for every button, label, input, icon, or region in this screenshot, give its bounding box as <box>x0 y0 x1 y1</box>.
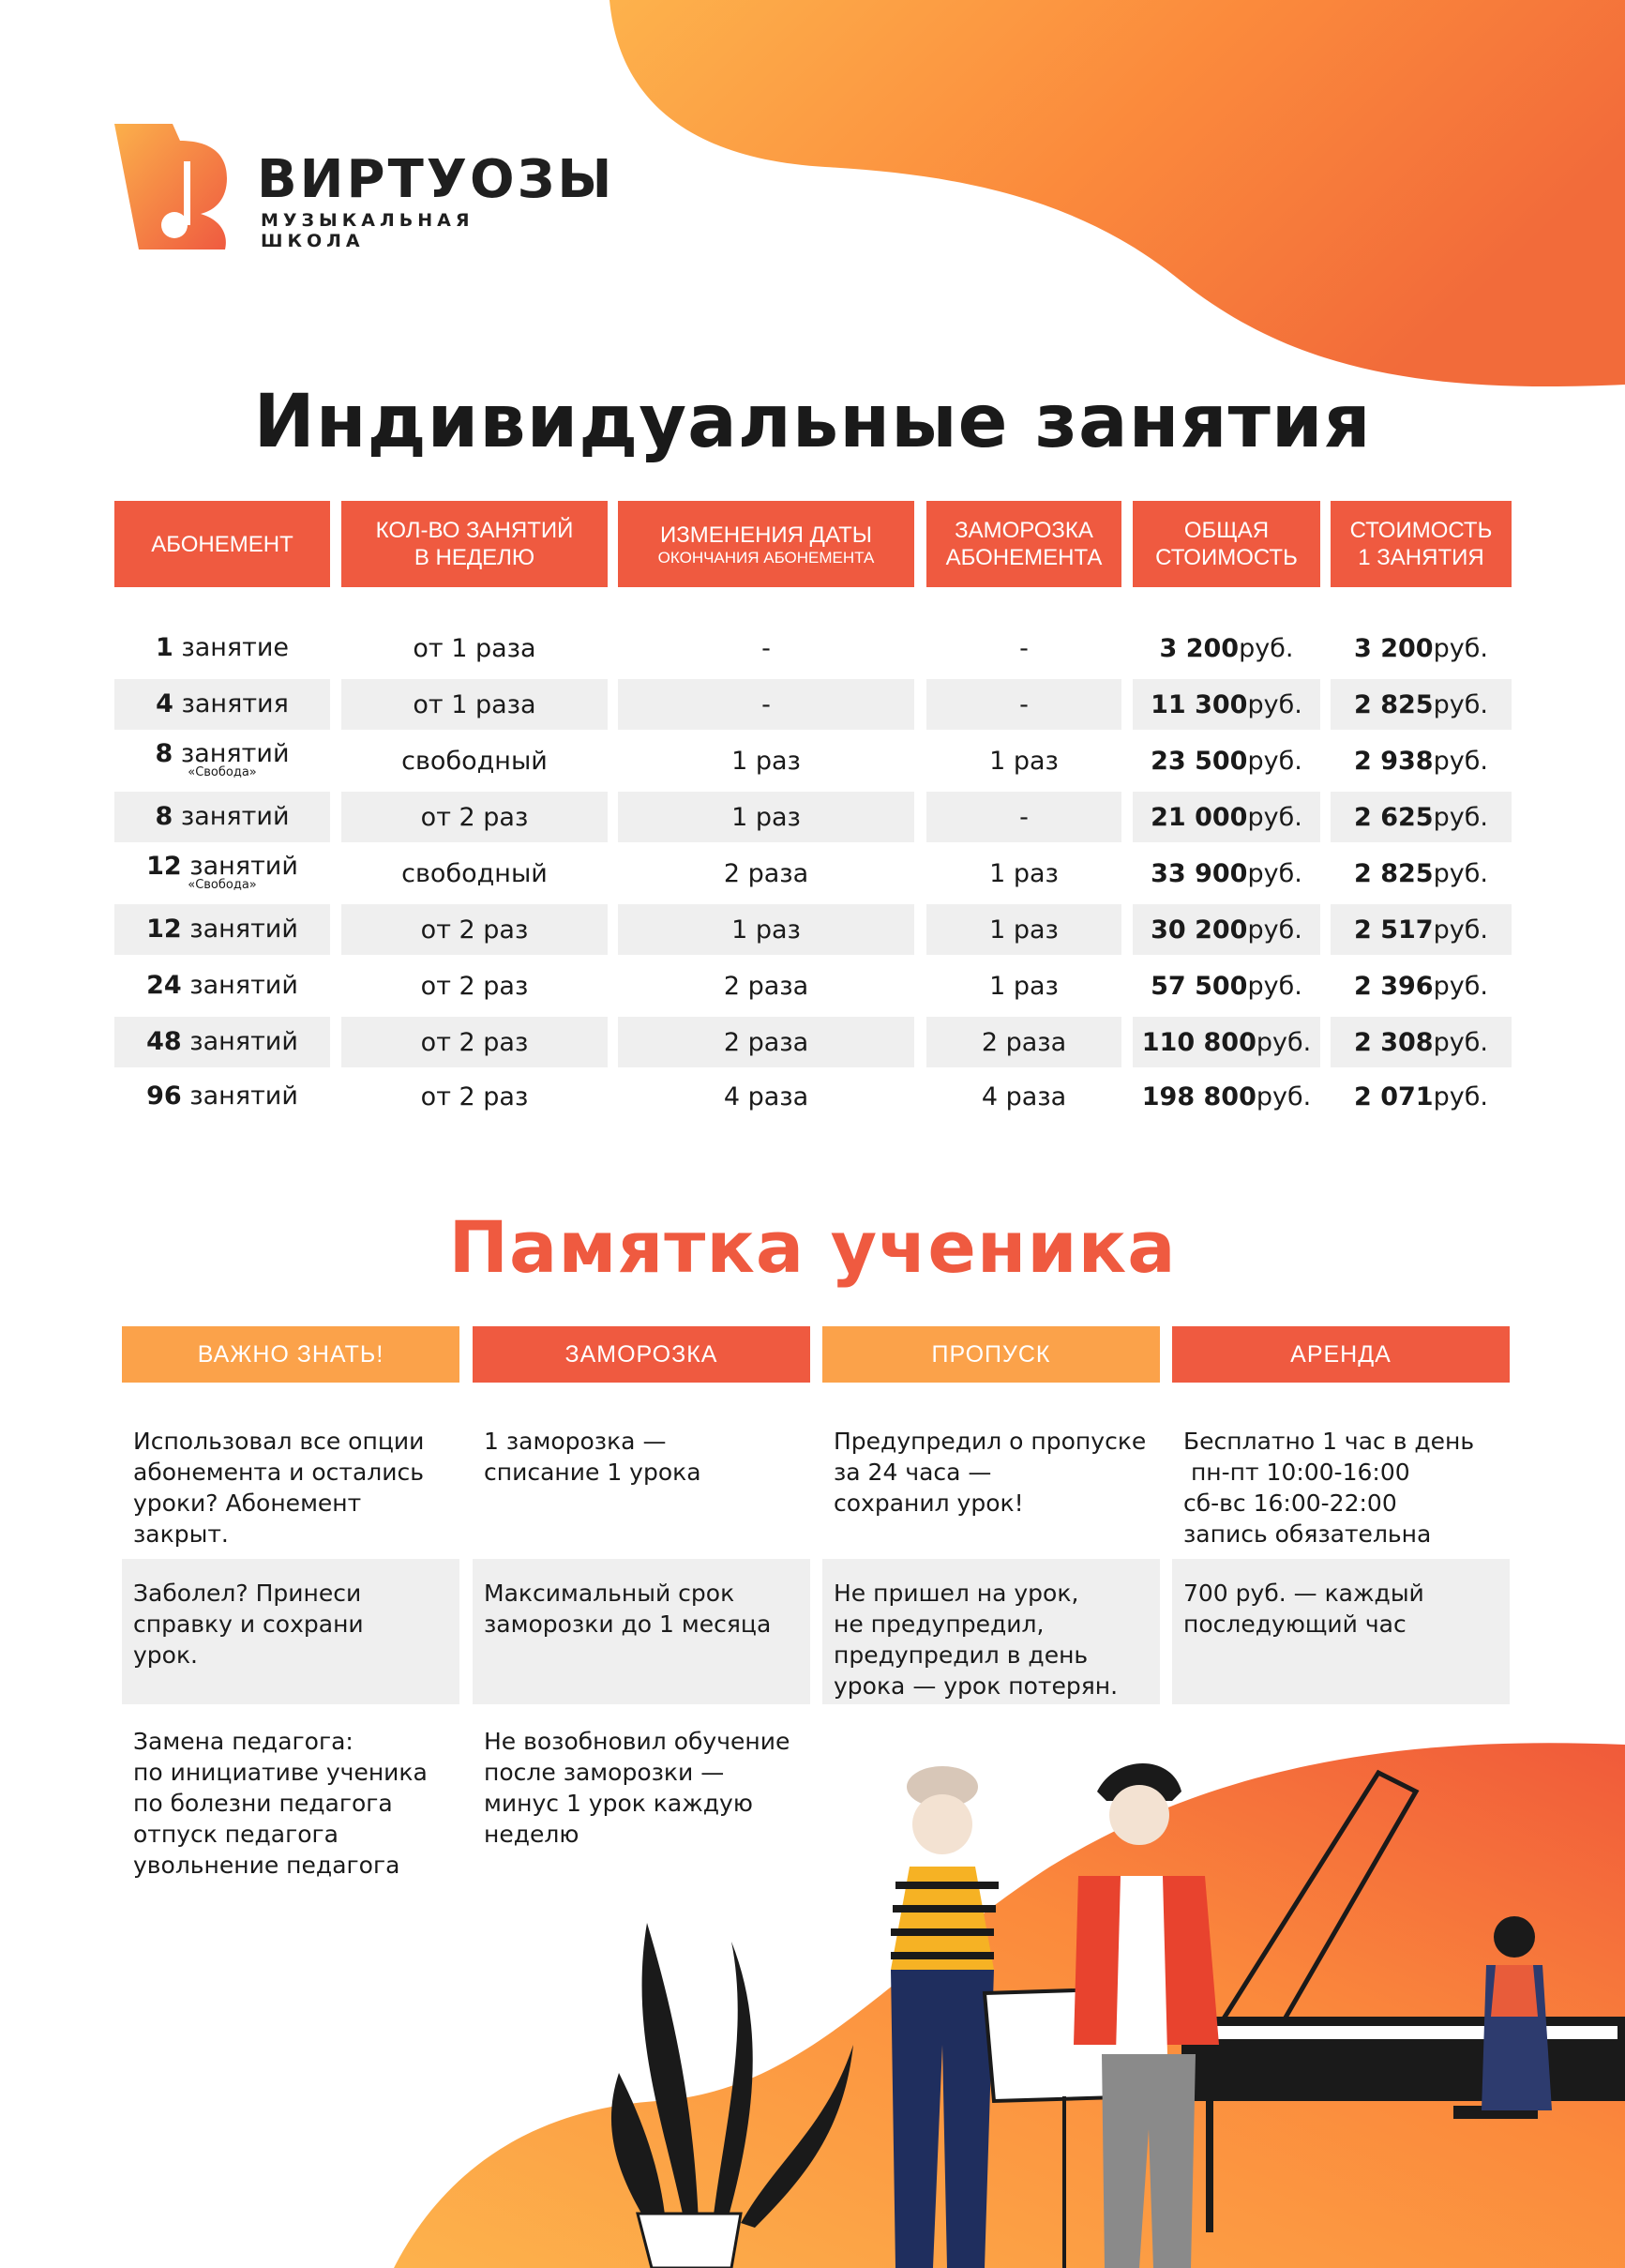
cell-total-cost <box>1133 1017 1320 1067</box>
table-row <box>114 679 1512 730</box>
cell-date-change: - <box>761 633 771 663</box>
header-cost-per-lesson <box>1331 501 1512 587</box>
memo-text-line: Максимальный срок <box>484 1580 735 1607</box>
logo-mark-icon <box>114 124 234 249</box>
cell-freeze: - <box>926 792 1121 842</box>
header-line: ОБЩАЯ <box>1183 518 1270 543</box>
cell-total-cost <box>1133 960 1320 1011</box>
price-value: 3 200 <box>1159 633 1240 663</box>
currency: руб. <box>1433 915 1488 945</box>
memo-text-line: Бесплатно 1 час в день <box>1183 1428 1475 1455</box>
lesson-count: 8 <box>155 802 173 831</box>
memo-text-line: списание 1 урока <box>484 1459 701 1486</box>
table-row <box>114 623 1512 673</box>
cell-total-cost <box>1133 679 1320 730</box>
cell-date-change: 1 раз <box>618 904 914 955</box>
price-value: 110 800 <box>1141 1027 1256 1057</box>
table-row <box>114 904 1512 955</box>
plan-note: «Свобода» <box>188 878 257 892</box>
memo-cell <box>122 1407 459 1550</box>
cell-total-cost <box>1133 904 1320 955</box>
table-row <box>114 735 1512 786</box>
lesson-count: 1 <box>155 633 173 662</box>
price-value: 2 396 <box>1354 971 1434 1001</box>
cell-per-week: от 2 раз <box>341 904 608 955</box>
currency: руб. <box>1247 858 1302 888</box>
piano-illustration <box>1181 1773 1625 2232</box>
header-line: ЗАМОРОЗКА <box>955 518 1093 543</box>
title-individual-lessons: Индивидуальные занятия <box>253 380 1372 464</box>
cell-total-cost <box>1133 848 1320 899</box>
header-lessons-per-week <box>341 501 608 587</box>
cell-freeze: 2 раза <box>926 1017 1121 1067</box>
cell-subscription <box>114 735 330 786</box>
lesson-count: 12 <box>146 852 182 881</box>
cell-subscription <box>114 960 330 1011</box>
cell-per-week: свободный <box>401 746 548 776</box>
cell-date-change: 4 раза <box>723 1081 809 1111</box>
memo-text-line: неделю <box>484 1821 579 1848</box>
memo-text-line: Не пришел на урок, <box>834 1580 1079 1607</box>
currency: руб. <box>1433 858 1488 888</box>
memo-text-line: по инициативе ученика <box>133 1759 428 1786</box>
header-line: АБОНЕМЕНТА <box>945 545 1103 570</box>
memo-cell <box>1172 1559 1510 1704</box>
memo-text-line: увольнение педагога <box>133 1852 400 1879</box>
cell-total-cost <box>1133 735 1320 786</box>
memo-cell <box>473 1407 810 1488</box>
cell-subscription <box>114 623 330 673</box>
cell-freeze: 1 раз <box>989 746 1059 776</box>
lesson-count: 4 <box>156 689 173 718</box>
cell-per-week: от 1 раза <box>413 633 536 663</box>
pianist-illustration <box>1482 1916 1552 2110</box>
cell-cost-per-lesson <box>1331 679 1512 730</box>
cell-freeze: 1 раз <box>926 904 1121 955</box>
cell-date-change: 2 раза <box>723 971 809 1001</box>
currency: руб. <box>1247 689 1302 719</box>
memo-cell <box>122 1707 459 1881</box>
memo-text-line: сб-вс 16:00-22:00 <box>1183 1489 1397 1517</box>
lesson-count: 8 <box>155 739 173 768</box>
price-value: 2 825 <box>1354 858 1434 888</box>
price-value: 30 200 <box>1151 915 1248 945</box>
cell-per-week: свободный <box>401 858 548 888</box>
cell-subscription <box>114 679 330 730</box>
memo-text-line: Заболел? Принеси <box>133 1580 362 1607</box>
currency: руб. <box>1433 1081 1488 1111</box>
cell-per-week: от 1 раза <box>341 679 608 730</box>
cell-cost-per-lesson <box>1331 735 1512 786</box>
currency: руб. <box>1256 1081 1312 1111</box>
header-line: КОЛ-ВО ЗАНЯТИЙ <box>375 518 574 543</box>
currency: руб. <box>1433 689 1488 719</box>
header-subscription <box>114 501 330 587</box>
price-value: 2 938 <box>1354 746 1434 776</box>
cell-cost-per-lesson <box>1331 1017 1512 1067</box>
price-value: 3 200 <box>1354 633 1434 663</box>
header-line: В НЕДЕЛЮ <box>414 545 535 570</box>
price-value: 2 517 <box>1354 915 1434 945</box>
cell-freeze: 1 раз <box>989 858 1059 888</box>
memo-text-line: пн-пт 10:00-16:00 <box>1183 1459 1410 1486</box>
cell-cost-per-lesson <box>1331 960 1512 1011</box>
memo-text-line: по болезни педагога <box>133 1790 393 1817</box>
singer-woman-illustration <box>891 1766 999 2268</box>
memo-text-line: предупредил в день <box>834 1641 1089 1669</box>
header-line: 1 ЗАНЯТИЯ <box>1358 545 1484 570</box>
table-row <box>114 1017 1512 1067</box>
cell-subscription <box>114 904 330 955</box>
memo-text-line: Замена педагога: <box>133 1728 354 1755</box>
cell-subscription <box>114 1017 330 1067</box>
lesson-unit: занятие <box>173 633 290 662</box>
price-value: 23 500 <box>1151 746 1248 776</box>
table-row <box>114 848 1512 899</box>
cell-freeze: - <box>926 679 1121 730</box>
header-date-change <box>618 501 914 587</box>
price-value: 33 900 <box>1151 858 1248 888</box>
header-line: ОКОНЧАНИЯ АБОНЕМЕНТА <box>657 548 875 567</box>
lesson-count: 24 <box>146 971 182 1000</box>
memo-text-line: Не возобновил обучение <box>484 1728 790 1755</box>
memo-text-line: за 24 часа — <box>834 1459 992 1486</box>
cell-cost-per-lesson <box>1331 623 1512 673</box>
cell-date-change: 2 раза <box>618 1017 914 1067</box>
memo-text-line: 700 руб. — каждый <box>1183 1580 1424 1607</box>
memo-text-line: не предупредил, <box>834 1610 1045 1638</box>
memo-text-line: урока — урок потерян. <box>834 1672 1119 1700</box>
price-value: 11 300 <box>1151 689 1248 719</box>
currency: руб. <box>1433 1027 1488 1057</box>
memo-text-line: минус 1 урок каждую <box>484 1790 753 1817</box>
lesson-count: 96 <box>146 1081 182 1111</box>
price-value: 2 308 <box>1354 1027 1434 1057</box>
cell-freeze: 4 раза <box>981 1081 1067 1111</box>
currency: руб. <box>1247 746 1302 776</box>
cell-date-change: 1 раз <box>731 746 801 776</box>
lesson-unit: занятий <box>181 971 298 1000</box>
lesson-unit: занятий <box>181 1081 298 1111</box>
memo-text-line: отпуск педагога <box>133 1821 339 1848</box>
header-line: ИЗМЕНЕНИЯ ДАТЫ <box>660 522 872 548</box>
cell-cost-per-lesson <box>1331 1071 1512 1122</box>
price-value: 2 625 <box>1354 802 1434 832</box>
cell-freeze: - <box>1019 633 1029 663</box>
memo-header-freeze: ЗАМОРОЗКА <box>473 1326 810 1383</box>
currency: руб. <box>1247 915 1302 945</box>
cell-date-change: 1 раз <box>618 792 914 842</box>
header-freeze <box>926 501 1121 587</box>
memo-text-line: закрыт. <box>133 1520 229 1548</box>
currency: руб. <box>1239 633 1294 663</box>
brand-tagline: МУЗЫКАЛЬНАЯ ШКОЛА <box>261 210 474 251</box>
cell-per-week: от 2 раз <box>420 971 529 1001</box>
currency: руб. <box>1247 802 1302 832</box>
cell-cost-per-lesson <box>1331 848 1512 899</box>
memo-cell <box>822 1407 1160 1519</box>
memo-text-line: сохранил урок! <box>834 1489 1024 1517</box>
lesson-unit: занятий <box>173 739 290 768</box>
memo-text-line: справку и сохрани <box>133 1610 364 1638</box>
cell-freeze: 1 раз <box>989 971 1059 1001</box>
lesson-unit: занятий <box>173 802 290 831</box>
memo-cell <box>822 1559 1160 1704</box>
memo-text-line: абонемента и остались <box>133 1459 424 1486</box>
table-row <box>114 1071 1512 1122</box>
lesson-count: 12 <box>146 915 182 944</box>
memo-text-line: Использовал все опции <box>133 1428 425 1455</box>
currency: руб. <box>1433 802 1488 832</box>
memo-text-line: заморозки до 1 месяца <box>484 1610 772 1638</box>
lesson-count: 48 <box>146 1027 182 1056</box>
cell-cost-per-lesson <box>1331 904 1512 955</box>
memo-cell <box>1172 1407 1510 1550</box>
currency: руб. <box>1256 1027 1312 1057</box>
cell-subscription <box>114 792 330 842</box>
memo-header-absence: ПРОПУСК <box>822 1326 1160 1383</box>
memo-cell <box>473 1707 810 1850</box>
currency: руб. <box>1433 746 1488 776</box>
lesson-unit: занятия <box>173 689 289 718</box>
cell-per-week: от 2 раз <box>341 792 608 842</box>
cell-total-cost <box>1133 1071 1320 1122</box>
memo-text-line: 1 заморозка — <box>484 1428 667 1455</box>
cell-total-cost <box>1133 792 1320 842</box>
table-row <box>114 960 1512 1011</box>
header-total-cost <box>1133 501 1320 587</box>
cell-subscription <box>114 1071 330 1122</box>
cell-cost-per-lesson <box>1331 792 1512 842</box>
price-value: 198 800 <box>1141 1081 1256 1111</box>
currency: руб. <box>1433 633 1488 663</box>
singer-man-illustration <box>1074 1763 1219 2268</box>
memo-header-important: ВАЖНО ЗНАТЬ! <box>122 1326 459 1383</box>
memo-cell <box>122 1559 459 1704</box>
cell-date-change: 2 раза <box>723 858 809 888</box>
cell-per-week: от 2 раз <box>420 1081 529 1111</box>
cell-per-week: от 2 раз <box>341 1017 608 1067</box>
memo-cell <box>473 1559 810 1704</box>
price-value: 2 071 <box>1354 1081 1434 1111</box>
lesson-unit: занятий <box>181 852 298 881</box>
price-value: 2 825 <box>1354 689 1434 719</box>
price-value: 21 000 <box>1151 802 1248 832</box>
cell-total-cost <box>1133 623 1320 673</box>
title-student-memo: Памятка ученика <box>448 1205 1177 1289</box>
lesson-unit: занятий <box>181 915 298 944</box>
price-value: 57 500 <box>1151 971 1248 1001</box>
memo-text-line: урок. <box>133 1641 199 1669</box>
memo-text-line: уроки? Абонемент <box>133 1489 362 1517</box>
cell-date-change: - <box>618 679 914 730</box>
brand-name: ВИРТУОЗЫ <box>257 149 615 210</box>
memo-header-rent: АРЕНДА <box>1172 1326 1510 1383</box>
header-line: СТОИМОСТЬ <box>1349 518 1493 543</box>
plan-note: «Свобода» <box>188 765 257 779</box>
header-line: АБОНЕМЕНТ <box>151 531 293 557</box>
memo-text-line: после заморозки — <box>484 1759 725 1786</box>
table-row <box>114 792 1512 842</box>
brand-logo[interactable] <box>114 124 615 255</box>
memo-text-line: Предупредил о пропуске <box>834 1428 1147 1455</box>
memo-text-line: последующий час <box>1183 1610 1407 1638</box>
memo-text-line: запись обязательна <box>1183 1520 1432 1548</box>
lesson-unit: занятий <box>181 1027 298 1056</box>
currency: руб. <box>1433 971 1488 1001</box>
currency: руб. <box>1247 971 1302 1001</box>
plant-illustration <box>611 1923 853 2268</box>
header-line: СТОИМОСТЬ <box>1155 545 1298 570</box>
cell-subscription <box>114 848 330 899</box>
